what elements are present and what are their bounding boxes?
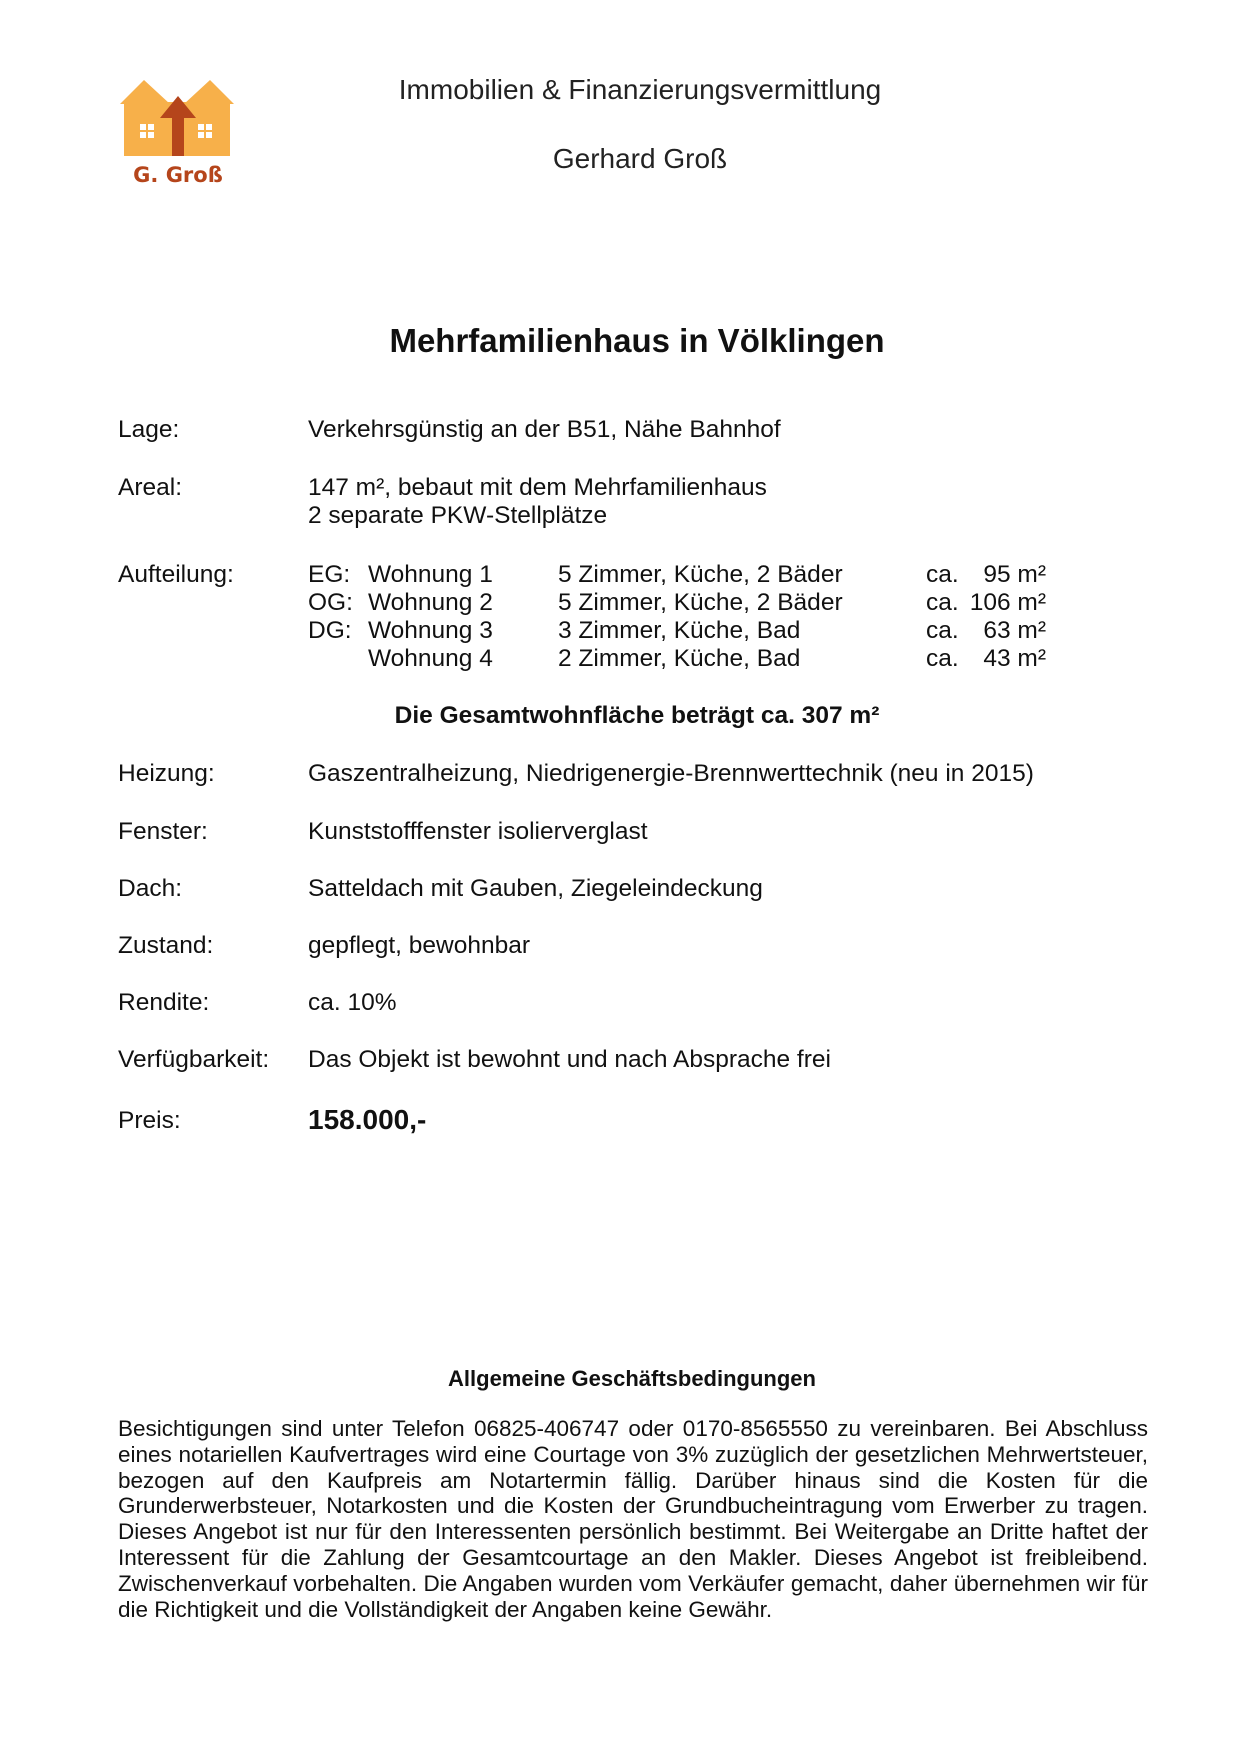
unit-rooms: 5 Zimmer, Küche, 2 Bäder <box>558 561 843 588</box>
rendite-value: ca. 10% <box>308 989 397 1016</box>
terms-body: Besichtigungen sind unter Telefon 06825-406747 oder 0170-8565550 zu vereinbaren. Bei Abschluss eines notariellen Kaufvertrages wird eine Courtage von 3% zuzüglich der gesetzlichen Mehrwertsteuer, bezogen auf den Kaufpreis am Notartermin fällig. Darüber hinaus sind die Kosten für die Grunderwerbsteuer, Notarkosten und die Kosten der Grundbucheintragung vom Erwerber zu tragen. Dieses Angebot ist nur für den Interessenten persönlich bestimmt. Bei Weitergabe an Dritte haftet der Interessent für die Zahlung der Gesamtcourtage an den Makler. Dieses Angebot ist freibleibend. Zwischenverkauf vorbehalten. Die Angaben wurden vom Verkäufer gemacht, daher übernehmen wir für die Richtigkeit und die Vollständigkeit der Angaben keine Gewähr. <box>118 1416 1148 1622</box>
aufteilung-label: Aufteilung: <box>118 561 234 588</box>
verfuegbarkeit-value: Das Objekt ist bewohnt und nach Absprache frei <box>308 1046 831 1073</box>
unit-area: 95 m² <box>983 561 1046 588</box>
unit-name: Wohnung 4 <box>368 645 493 672</box>
unit-ca: ca. <box>926 645 959 672</box>
heizung-label: Heizung: <box>118 760 215 787</box>
unit-ca: ca. <box>926 617 959 644</box>
floor-label: DG: <box>308 617 352 644</box>
company-name: Immobilien & Finanzierungsvermittlung <box>398 74 882 105</box>
preis-label: Preis: <box>118 1107 181 1134</box>
unit-name: Wohnung 1 <box>368 561 493 588</box>
unit-rooms: 5 Zimmer, Küche, 2 Bäder <box>558 589 843 616</box>
zustand-label: Zustand: <box>118 932 214 959</box>
broker-name: Gerhard Groß <box>552 143 728 174</box>
unit-name: Wohnung 3 <box>368 617 493 644</box>
zustand-value: gepflegt, bewohnbar <box>308 932 531 959</box>
verfuegbarkeit-label: Verfügbarkeit: <box>118 1046 270 1073</box>
price-value: 158.000,- <box>308 1104 427 1135</box>
dach-value: Satteldach mit Gauben, Ziegeleindeckung <box>308 875 763 902</box>
dach-label: Dach: <box>118 875 183 902</box>
lage-label: Lage: <box>118 416 180 443</box>
heizung-value: Gaszentralheizung, Niedrigenergie-Brennwerttechnik (neu in 2015) <box>308 760 1034 787</box>
floor-label: EG: <box>308 561 351 588</box>
unit-ca: ca. <box>926 589 959 616</box>
areal-label: Areal: <box>118 474 183 501</box>
house-logo-icon <box>118 76 238 192</box>
fenster-value: Kunststofffenster isolierverglast <box>308 818 648 845</box>
floor-label: OG: <box>308 589 353 616</box>
logo-text: G. Groß <box>133 163 223 187</box>
terms-title: Allgemeine Geschäftsbedingungen <box>448 1366 816 1391</box>
lage-value: Verkehrsgünstig an der B51, Nähe Bahnhof <box>308 416 781 443</box>
fenster-label: Fenster: <box>118 818 208 845</box>
areal-value-line1: 147 m², bebaut mit dem Mehrfamilienhaus <box>308 474 767 501</box>
unit-area: 63 m² <box>983 617 1046 644</box>
company-logo <box>118 76 238 192</box>
areal-value-line2: 2 separate PKW-Stellplätze <box>308 502 608 529</box>
unit-area: 43 m² <box>983 645 1046 672</box>
total-living-area: Die Gesamtwohnfläche beträgt ca. 307 m² <box>394 702 880 729</box>
page-title: Mehrfamilienhaus in Völklingen <box>389 322 885 359</box>
unit-rooms: 3 Zimmer, Küche, Bad <box>558 617 801 644</box>
unit-area: 106 m² <box>969 589 1046 616</box>
unit-ca: ca. <box>926 561 959 588</box>
unit-name: Wohnung 2 <box>368 589 493 616</box>
rendite-label: Rendite: <box>118 989 210 1016</box>
unit-rooms: 2 Zimmer, Küche, Bad <box>558 645 801 672</box>
